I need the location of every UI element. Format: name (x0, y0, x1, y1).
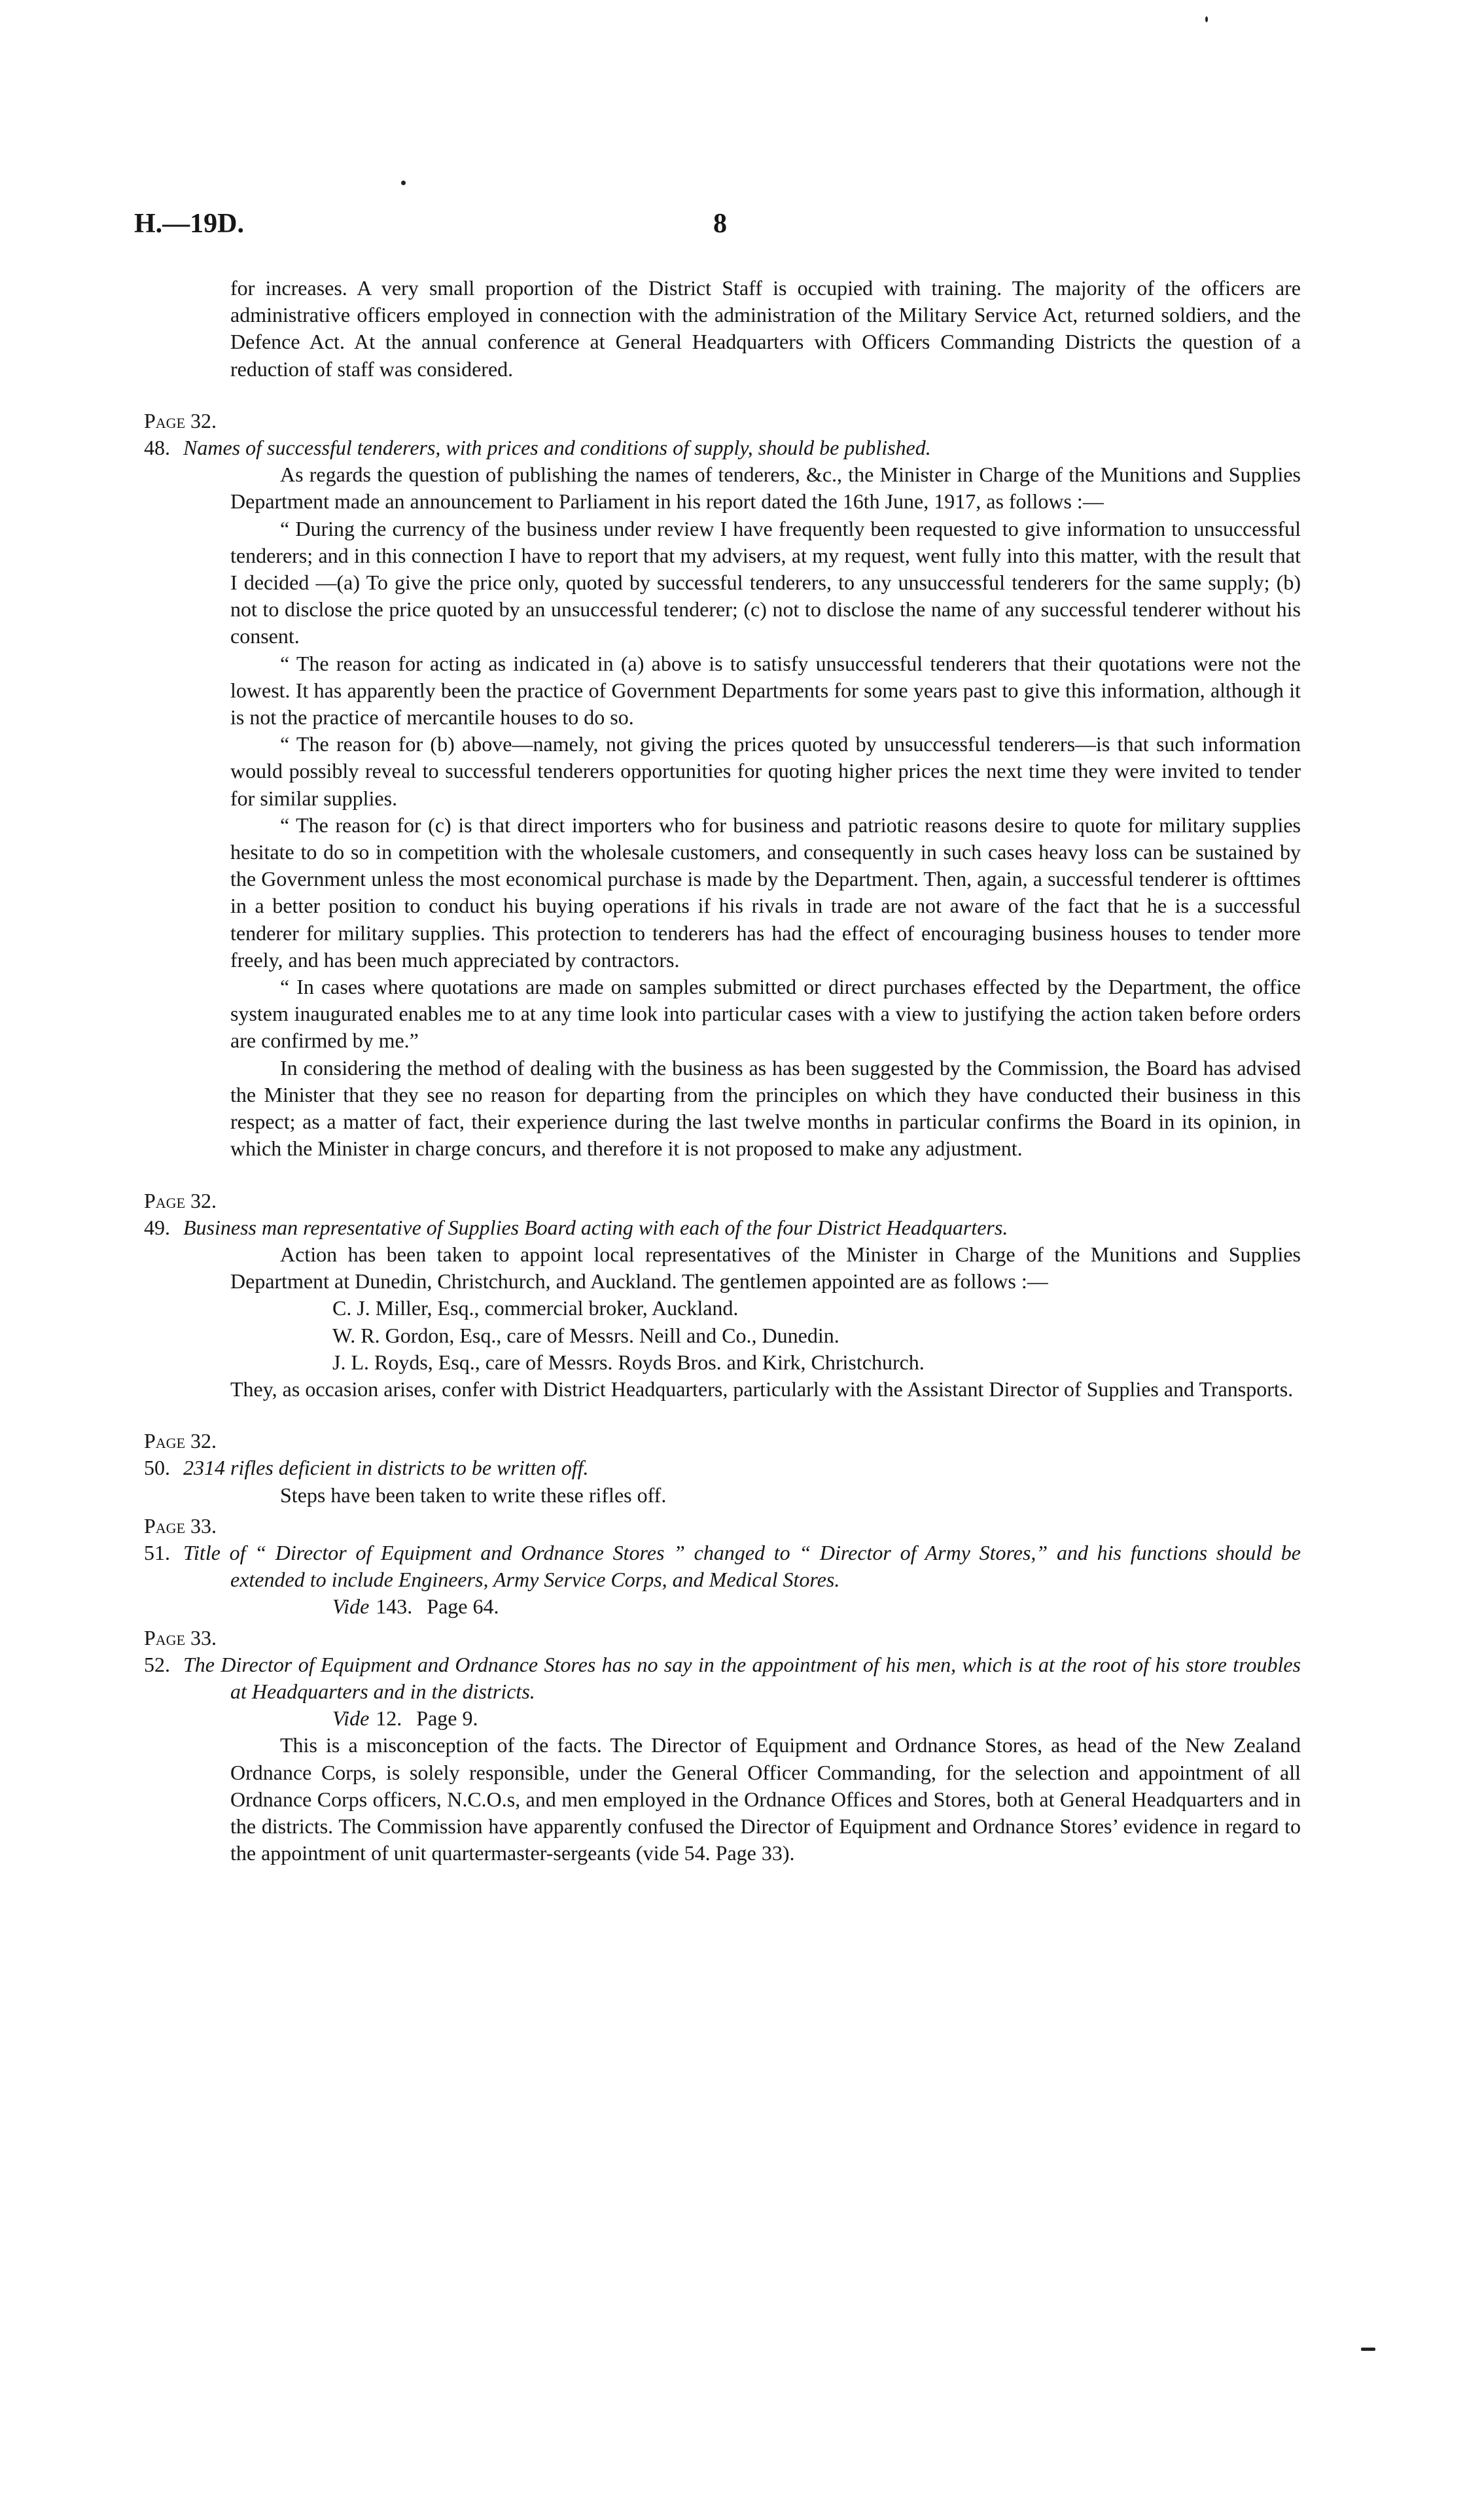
body-paragraph: “ The reason for acting as indicated in (a) above is to satisfy unsuccessful tenderers that their quotations were not the lowest. It has apparently been the practice of Government Departments for some years past to give this information, although it is not the practice of mercantile houses to do so. (230, 651, 1301, 730)
page-reference: Page 33. (144, 1513, 217, 1538)
body-paragraph: Steps have been taken to write these rifles off. (280, 1483, 667, 1507)
body-paragraph: In considering the method of dealing with the business as has been suggested by the Commission, the Board has advised the Minister that they see no reason for departing from the principles on which they have conducted their business in this respect; as a matter of fact, their experience during the last twelve months in particular confirms the Board in its opinion, in which the Minister in charge concurs, and therefore it is not proposed to make any adjustment. (230, 1055, 1301, 1161)
vide-page: Page 9. (416, 1706, 478, 1731)
body-paragraph: “ During the currency of the business under review I have frequently been requested to give information to unsuccessful tenderers; and in this connection I have to report that my advisers, at my request, went fully into this matter, with the result that I decided —(a) To give the price only, quoted by successful tenderers, to any unsuccessful tenderers for the same supply; (b) not to disclose the price quoted by an unsuccessful tenderer; (c) not to disclose the name of any successful tenderer without his consent. (230, 516, 1301, 648)
body-paragraph: “ The reason for (c) is that direct importers who for business and patriotic reasons desire to quote for military supplies hesitate to do so in competition with the wholesale customers, and consequently in such cases heavy loss can be sustained by the Government unless the most economical purchase is made by the Department. Then, again, a successful tenderer is ofttimes in a better position to conduct his buying operations if his rivals in trade are not aware of the fact that he is a successful tenderer for military supplies. This protection to tenderers has had the effect of encouraging business houses to tender more freely, and has been much appreciated by contractors. (230, 813, 1301, 972)
representative-entry: W. R. Gordon, Esq., care of Messrs. Neill and Co., Dunedin. (332, 1323, 839, 1347)
item-heading (144, 1540, 1301, 1593)
scan-speck (401, 181, 406, 185)
item-heading (144, 1214, 1301, 1241)
document-reference: H.—19D. (134, 209, 244, 239)
representative-entry: J. L. Royds, Esq., care of Messrs. Royds Bros. and Kirk, Christchurch. (332, 1350, 925, 1374)
vide-page: Page 64. (427, 1594, 499, 1619)
item-number: 52. (144, 1652, 170, 1676)
item-title: Title of “ Director of Equipment and Ordnance Stores ” changed to “ Director of Army Stores,” and his functions should be extended to include Engineers, Army Service Corps, and Medical Stores. (183, 1540, 1301, 1592)
item-number: 48. (144, 436, 170, 460)
item-number: 49. (144, 1215, 170, 1239)
cross-reference (230, 1705, 1301, 1732)
item-title: The Director of Equipment and Ordnance Stores has no say in the appointment of his men, which is at the root of his store troubles at Headquarters and in the districts. (183, 1652, 1301, 1703)
body-paragraph: As regards the question of publishing the names of tenderers, &c., the Minister in Charge of the Munitions and Supplies Department made an announcement to Parliament in his report dated the 16th June, 1917, as follows :— (230, 463, 1301, 514)
item-heading (144, 1651, 1301, 1705)
item-title: Names of successful tenderers, with prices and conditions of supply, should be published. (183, 436, 931, 460)
cross-reference (230, 1593, 1301, 1620)
scan-speck (1361, 2348, 1375, 2351)
body-paragraph: Action has been taken to appoint local representatives of the Minister in Charge of the Munitions and Supplies Department at Dunedin, Christchurch, and Auckland. The gentlemen appointed are as follows :— (230, 1242, 1301, 1294)
page-number: 8 (713, 209, 727, 239)
item-heading (144, 1454, 1301, 1481)
body-paragraph: “ The reason for (b) above—namely, not giving the prices quoted by unsuccessful tenderers—is that such information would possibly reveal to successful tenderers opportunities for quoting higher prices the next time they were invited to tender for similar supplies. (230, 732, 1301, 810)
vide-ref: 12. (376, 1706, 402, 1731)
body-paragraph: for increases. A very small proportion of the District Staff is occupied with training. The majority of the officers are administrative officers employed in connection with the administration of the Military Service Act, returned soldiers, and the Defence Act. At the annual conference at General Headquarters with Officers Commanding Districts the question of a reduction of staff was considered. (230, 276, 1301, 381)
page-reference: Page 33. (144, 1625, 217, 1649)
page-reference: Page 32. (144, 1188, 217, 1212)
page-reference: Page 32. (144, 408, 217, 432)
item-number: 50. (144, 1456, 170, 1480)
page-reference: Page 32. (144, 1429, 217, 1453)
body-paragraph: They, as occasion arises, confer with District Headquarters, particularly with the Assistant Director of Supplies and Transports. (230, 1377, 1294, 1401)
body-paragraph: “ In cases where quotations are made on samples submitted or direct purchases effected by the Department, the office system inaugurated enables me to at any time look into particular cases with a view to justifying the action taken before orders are confirmed by me.” (230, 975, 1301, 1053)
document-body (144, 275, 1301, 1867)
item-heading (144, 434, 1301, 461)
vide-ref: 143. (376, 1594, 413, 1619)
vide-label: Vide (332, 1594, 370, 1619)
scan-speck (1205, 16, 1208, 22)
item-number: 51. (144, 1540, 170, 1564)
item-title: 2314 rifles deficient in districts to be written off. (183, 1456, 589, 1480)
representatives-list (230, 1295, 1301, 1376)
body-paragraph: This is a misconception of the facts. The Director of Equipment and Ordnance Stores, as head of the New Zealand Ordnance Corps, is solely responsible, under the General Officer Commanding, for the selection and appointment of all Ordnance Corps officers, N.C.O.s, and men employed in the Ordnance Offices and Stores, both at General Headquarters and in the districts. The Commission have apparently confused the Director of Equipment and Ordnance Stores’ evidence in regard to the appointment of unit quartermaster-sergeants (vide 54. Page 33). (230, 1733, 1301, 1865)
vide-label: Vide (332, 1706, 370, 1731)
representative-entry: C. J. Miller, Esq., commercial broker, Auckland. (332, 1296, 739, 1320)
item-title: Business man representative of Supplies Board acting with each of the four District Headquarters. (183, 1215, 1008, 1239)
